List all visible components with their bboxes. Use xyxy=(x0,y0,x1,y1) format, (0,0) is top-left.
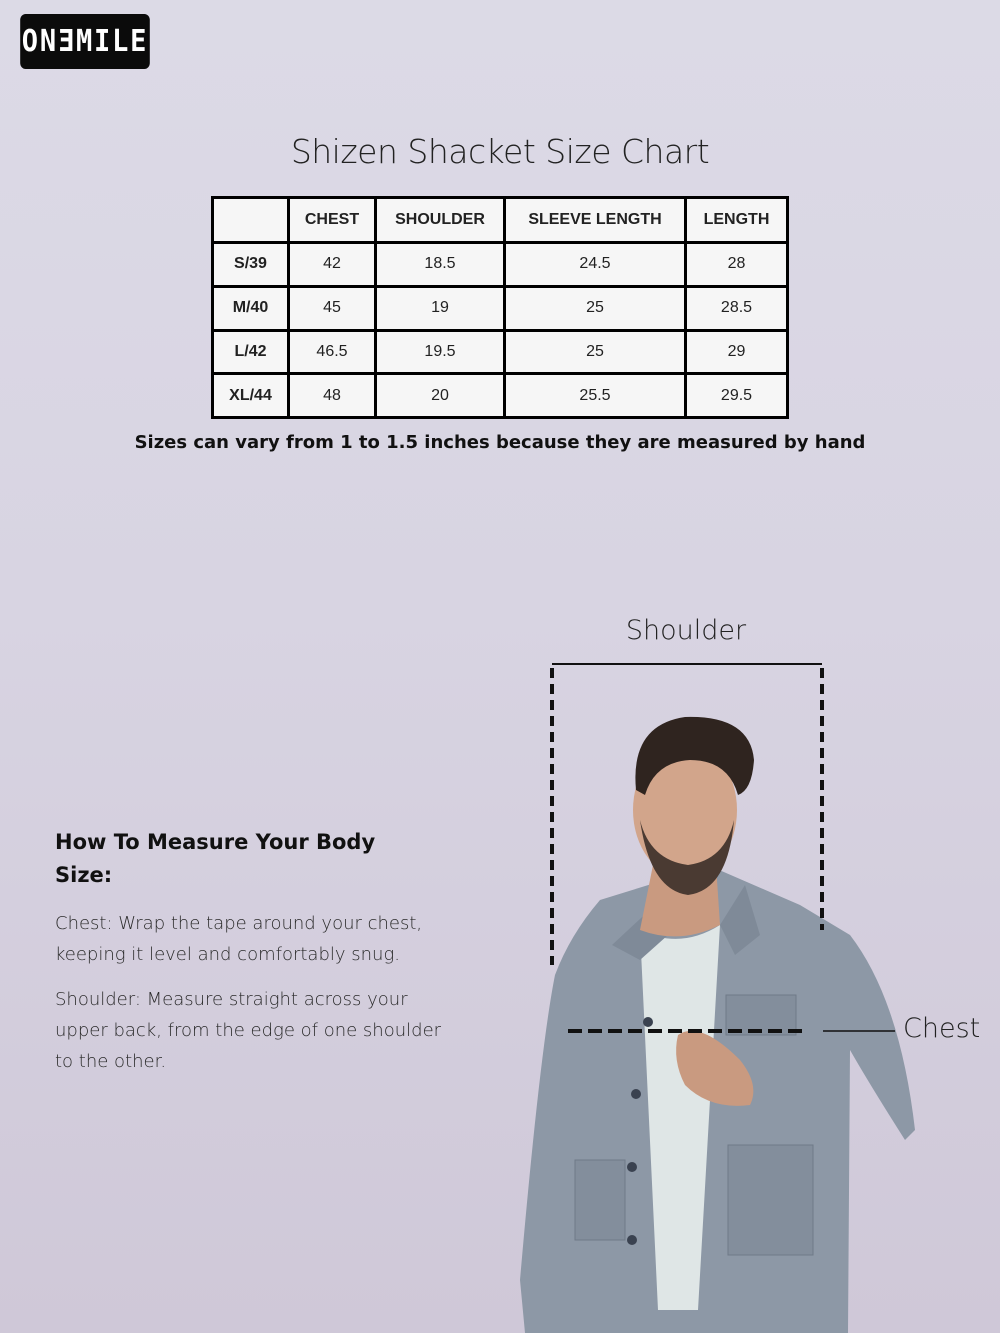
how-to-measure-heading: How To Measure Your Body Size: xyxy=(55,830,376,887)
table-cell: 18.5 xyxy=(376,243,505,287)
size-label: M/40 xyxy=(213,286,289,330)
size-label: L/42 xyxy=(213,330,289,374)
model-button xyxy=(627,1162,637,1172)
table-cell: 25 xyxy=(505,330,686,374)
table-cell: 42 xyxy=(289,243,376,287)
table-cell: 46.5 xyxy=(289,330,376,374)
size-label: XL/44 xyxy=(213,374,289,418)
table-cell: 20 xyxy=(376,374,505,418)
table-header-cell: SLEEVE LENGTH xyxy=(505,198,686,243)
table-cell: 24.5 xyxy=(505,243,686,287)
size-variance-note: Sizes can vary from 1 to 1.5 inches because they are measured by hand xyxy=(134,432,866,453)
table-cell: 19 xyxy=(376,286,505,330)
model-button xyxy=(643,1017,653,1027)
shoulder-label: Shoulder xyxy=(625,615,747,646)
model-pocket xyxy=(575,1160,625,1240)
size-label: S/39 xyxy=(213,243,289,287)
table-header-cell: LENGTH xyxy=(686,198,788,243)
chest-instruction: Chest: Wrap the tape around your chest, keeping it level and comfortably snug. xyxy=(55,913,423,965)
table-cell: 19.5 xyxy=(376,330,505,374)
table-cell: 48 xyxy=(289,374,376,418)
table-cell: 28 xyxy=(686,243,788,287)
table-cell: 45 xyxy=(289,286,376,330)
model-pocket xyxy=(728,1145,813,1255)
chest-label: Chest xyxy=(903,1013,981,1044)
table-cell: 25.5 xyxy=(505,374,686,418)
table-header-cell: SHOULDER xyxy=(376,198,505,243)
logo-text: ONƎMILE xyxy=(21,24,149,59)
table-cell: 25 xyxy=(505,286,686,330)
model-button xyxy=(627,1235,637,1245)
table-cell: 29.5 xyxy=(686,374,788,418)
chart-title: Shizen Shacket Size Chart xyxy=(290,132,710,171)
table-cell: 28.5 xyxy=(686,286,788,330)
model-button xyxy=(631,1089,641,1099)
table-header-cell: CHEST xyxy=(289,198,376,243)
table-cell: 29 xyxy=(686,330,788,374)
shoulder-instruction: Shoulder: Measure straight across your upper back, from the edge of one shoulder to the other. xyxy=(55,989,442,1072)
